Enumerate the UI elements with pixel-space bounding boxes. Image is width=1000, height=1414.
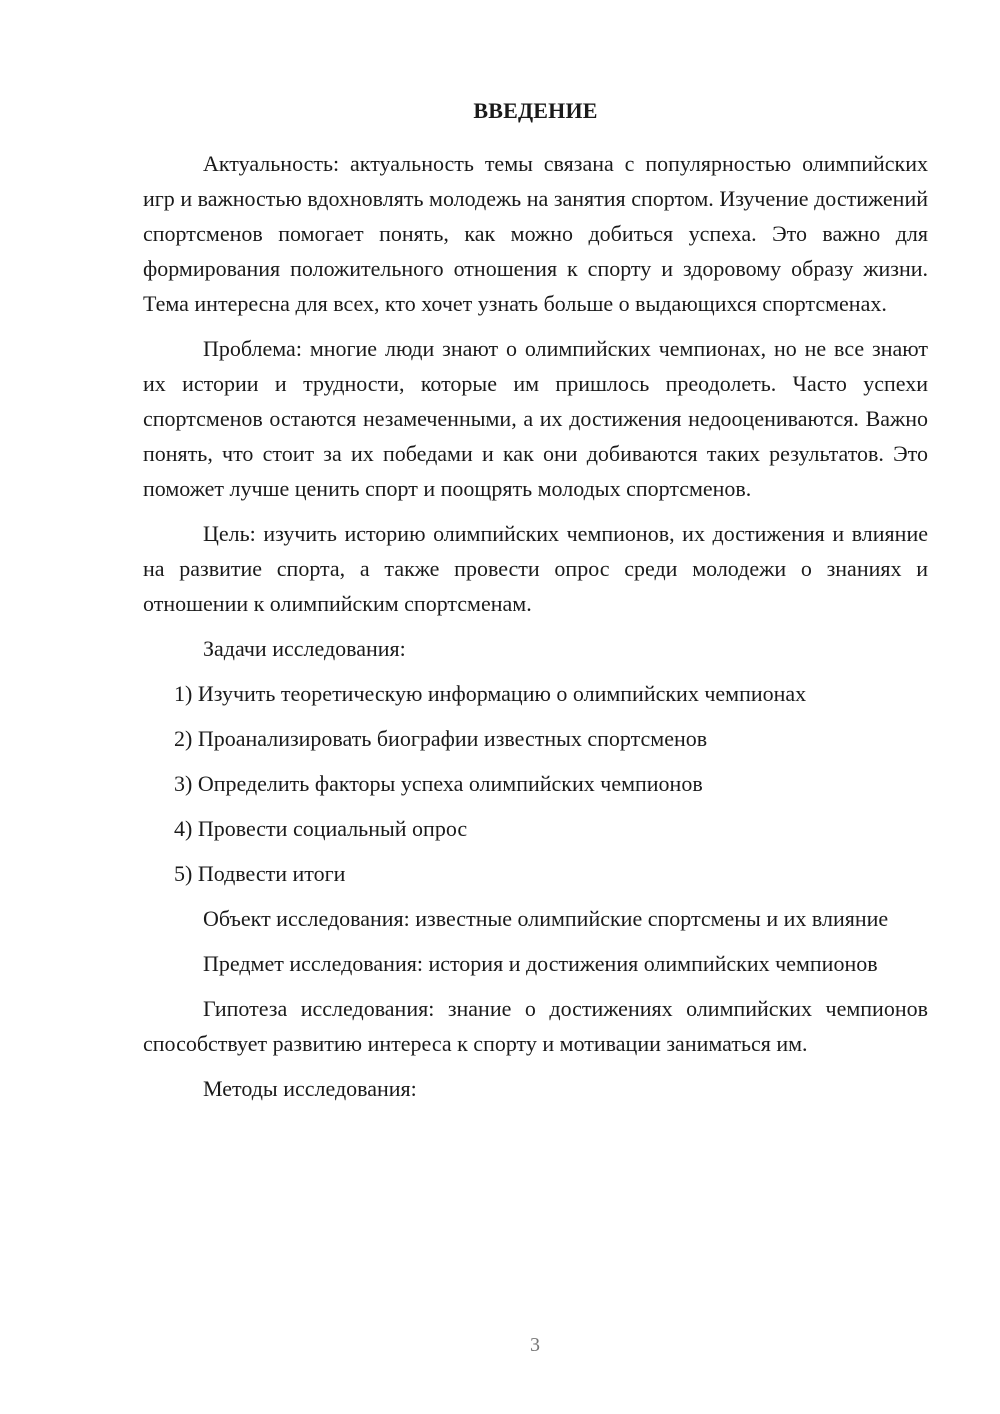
tasks-label: Задачи исследования: <box>203 636 406 661</box>
list-item: 4) Провести социальный опрос <box>174 816 468 841</box>
list-item: 3) Определить факторы успеха олимпийских чемпионов <box>174 771 703 796</box>
object-paragraph: Объект исследования: известные олимпийские спортсмены и их влияние <box>203 906 889 931</box>
section-heading: ВВЕДЕНИЕ <box>473 98 598 123</box>
list-item: 2) Проанализировать биографии известных спортсменов <box>174 726 708 751</box>
methods-label: Методы исследования: <box>203 1076 417 1101</box>
goal-paragraph: Цель: изучить историю олимпийских чемпионов, их достижения и влияние на развитие спорта, а также провести опрос среди молодежи о знаниях и отношении к олимпийским спортсменам. <box>143 521 928 616</box>
relevance-paragraph: Актуальность: актуальность темы связана с популярностью олимпийских игр и важностью вдохновлять молодежь на занятия спортом. Изучение достижений спортсменов помогает понять, как можно добиться успеха. Это важно для формирования положительного отношения к спорту и здоровому образу жизни. Тема интересна для всех, кто хочет узнать больше о выдающихся спортсменах. <box>143 151 928 316</box>
document-page <box>143 96 928 1116</box>
list-item: 1) Изучить теоретическую информацию о олимпийских чемпионах <box>174 681 807 706</box>
tasks-list <box>143 676 928 891</box>
list-item: 5) Подвести итоги <box>174 861 346 886</box>
problem-paragraph: Проблема: многие люди знают о олимпийских чемпионах, но не все знают их истории и трудности, которые им пришлось преодолеть. Часто успехи спортсменов остаются незамеченными, а их достижения недооцениваются. Важно понять, что стоит за их победами и как они добиваются таких результатов. Это поможет лучше ценить спорт и поощрять молодых спортсменов. <box>143 336 928 501</box>
hypothesis-paragraph: Гипотеза исследования: знание о достижениях олимпийских чемпионов способствует развитию интереса к спорту и мотивации заниматься им. <box>143 996 928 1056</box>
page-number: 3 <box>530 1334 540 1356</box>
subject-paragraph: Предмет исследования: история и достижения олимпийских чемпионов <box>203 951 878 976</box>
